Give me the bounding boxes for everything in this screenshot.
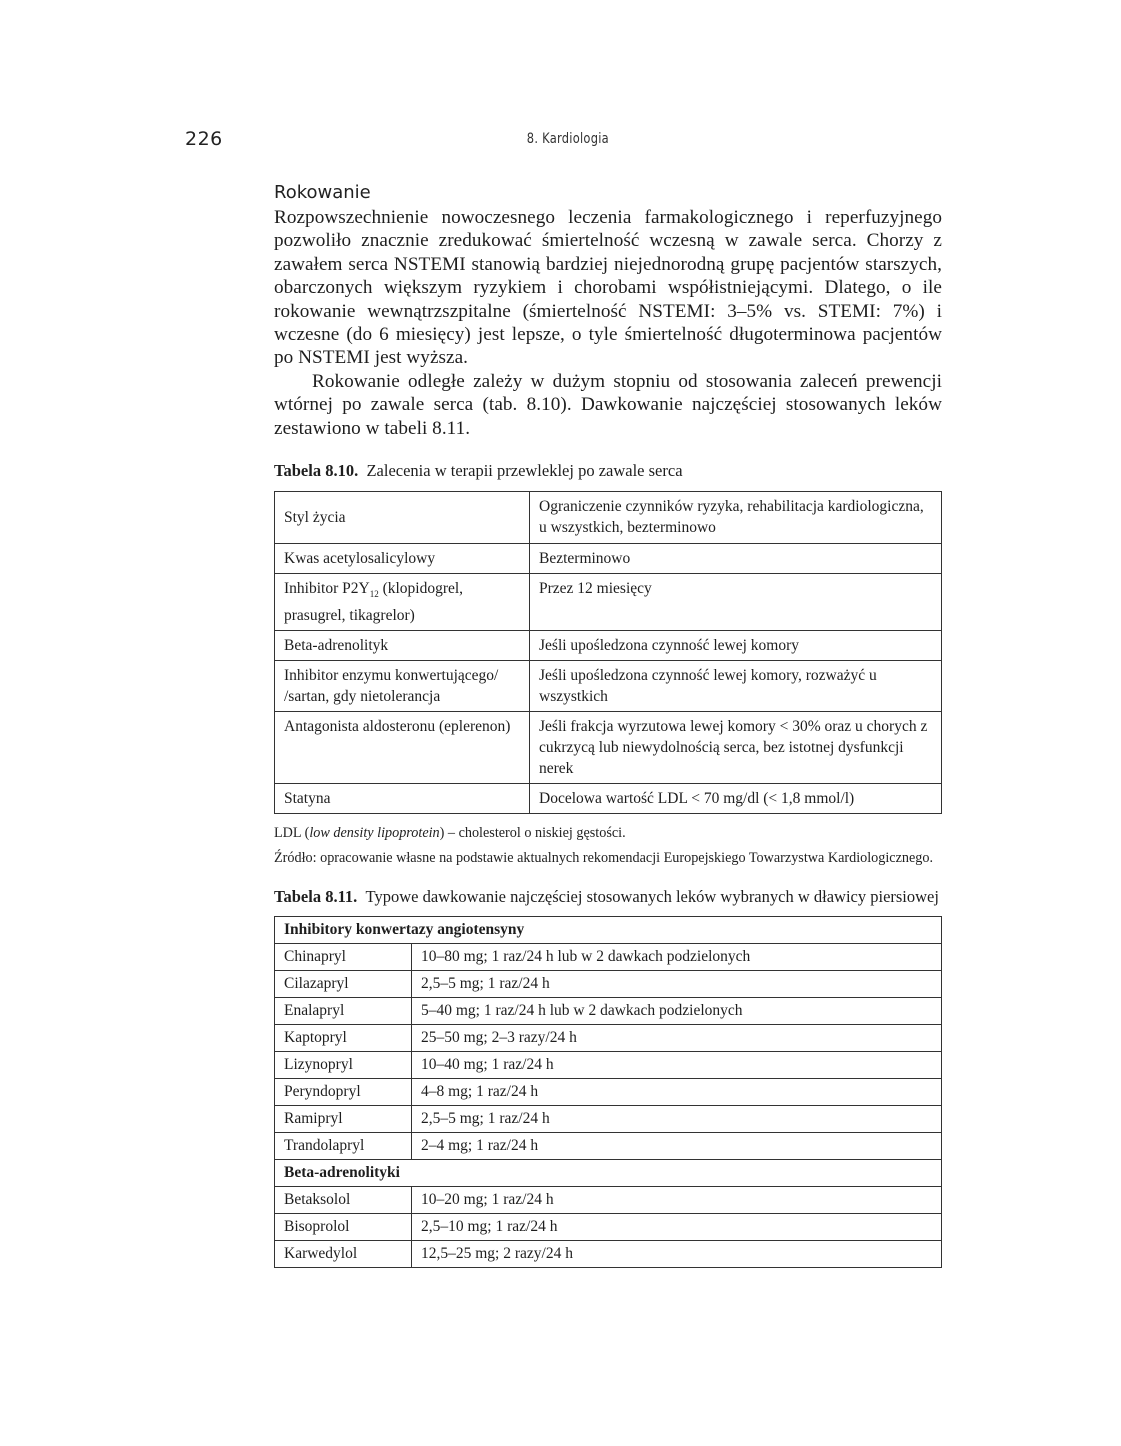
table-row [275,1214,942,1241]
table-cell: Jeśli frakcja wyrzutowa lewej komory < 30% oraz u chorych z cukrzycą lub niewydolnością serca, bez istotnej dysfunkcji nerek [530,712,942,784]
drug-name: Chinapryl [275,944,412,971]
table-row [275,712,942,784]
drug-name: Kaptopryl [275,1025,412,1052]
drug-name: Peryndopryl [275,1079,412,1106]
note-abbr: LDL [274,825,302,842]
table-cell: Jeśli upośledzona czynność lewej komory [530,631,942,661]
table-row [275,1025,942,1052]
table-cell: Ograniczenie czynników ryzyka, rehabilitacja kardiologiczna, u wszystkich, bezterminowo [530,492,942,544]
table-cell: Kwas acetylosalicylowy [275,544,530,574]
note-term: low density lipoprotein [309,825,440,842]
caption-text: Typowe dawkowanie najczęściej stosowanych leków wybranych w dławicy piersiowej [365,887,939,907]
table-cell: Bezterminowo [530,544,942,574]
table-group-row [275,1160,942,1187]
caption-label: Tabela 8.11. [274,887,358,907]
table-8-10-caption [274,460,942,482]
table-row [275,1241,942,1268]
drug-dose: 5–40 mg; 1 raz/24 h lub w 2 dawkach podzielonych [412,998,942,1025]
table-8-11 [274,916,942,1268]
table-cell: Statyna [275,784,530,814]
section-heading: Rokowanie [274,182,371,203]
table-row [275,1133,942,1160]
note-rest: ) – cholesterol o niskiej gęstości. [439,825,626,842]
table-row [275,1079,942,1106]
group-header: Inhibitory konwertazy angiotensyny [275,917,942,944]
source-note: Źródło: opracowanie własne na podstawie aktualnych rekomendacji Europejskiego Towarzystwa Kardiologicznego. [274,850,934,867]
drug-name: Ramipryl [275,1106,412,1133]
drug-name: Karwedylol [275,1241,412,1268]
drug-dose: 2,5–5 mg; 1 raz/24 h [412,971,942,998]
table-row [275,492,942,544]
drug-name: Trandolapryl [275,1133,412,1160]
drug-dose: 2,5–10 mg; 1 raz/24 h [412,1214,942,1241]
table-cell [275,574,530,631]
drug-dose: 25–50 mg; 2–3 razy/24 h [412,1025,942,1052]
table-row [275,661,942,712]
table-8-10 [274,491,942,814]
drug-dose: 2,5–5 mg; 1 raz/24 h [412,1106,942,1133]
table-row [275,574,942,631]
table-cell: Styl życia [275,492,530,544]
page-number: 226 [185,128,223,150]
drug-dose: 2–4 mg; 1 raz/24 h [412,1133,942,1160]
cell-text: Inhibitor P2Y [284,580,370,598]
drug-name: Enalapryl [275,998,412,1025]
table-row [275,544,942,574]
table-cell: Jeśli upośledzona czynność lewej komory, rozważyć u wszystkich [530,661,942,712]
drug-name: Lizynopryl [275,1052,412,1079]
table-row [275,784,942,814]
drug-dose: 10–80 mg; 1 raz/24 h lub w 2 dawkach podzielonych [412,944,942,971]
drug-dose: 10–20 mg; 1 raz/24 h [412,1187,942,1214]
table-group-row [275,917,942,944]
cell-text: (klopidogrel, prasugrel, tikagrelor) [284,580,464,625]
drug-name: Betaksolol [275,1187,412,1214]
drug-dose: 10–40 mg; 1 raz/24 h [412,1052,942,1079]
drug-dose: 12,5–25 mg; 2 razy/24 h [412,1241,942,1268]
table-row [275,631,942,661]
table-row [275,1106,942,1133]
body-paragraph-2: Rokowanie odległe zależy w dużym stopniu od stosowania zaleceń prewencji wtórnej po zawale serca (tab. 8.10). Dawkowanie najczęściej stosowanych leków zestawiono w tabeli 8.11. [274,370,942,439]
table-cell: Przez 12 miesięcy [530,574,942,631]
group-header: Beta-adrenolityki [275,1160,942,1187]
table-row [275,1187,942,1214]
table-8-11-caption [274,886,942,908]
table-row [275,998,942,1025]
caption-label: Tabela 8.10. [274,461,359,481]
drug-name: Bisoprolol [275,1214,412,1241]
subscript: 12 [369,589,379,600]
table-row [275,944,942,971]
drug-dose: 4–8 mg; 1 raz/24 h [412,1079,942,1106]
table-row [275,971,942,998]
body-paragraph-1: Rozpowszechnienie nowoczesnego leczenia farmakologicznego i reperfuzyjnego pozwoliło znacznie zredukować śmiertelność wczesną w zawale serca. Chorzy z zawałem serca NSTEMI stanowią bardziej niejednorodną grupę pacjentów starszych, obarczonych większym ryzykiem i chorobami współistniejącymi. Dlatego, o ile rokowanie wewnątrzszpitalne (śmiertelność NSTEMI: 3–5% vs. STEMI: 7%) i wczesne (do 6 miesięcy) jest lepsze, o tyle śmiertelność długoterminowa pacjentów po NSTEMI jest wyższa. [274,207,942,369]
table-cell: Beta-adrenolityk [275,631,530,661]
running-head [101,131,1020,147]
table-cell: Inhibitor enzymu konwertującego/ /sartan, gdy nietolerancja [275,661,530,712]
table-cell: Docelowa wartość LDL < 70 mg/dl (< 1,8 mmol/l) [530,784,942,814]
table-row [275,1052,942,1079]
abbreviation-note: LDL (low density lipoprotein) – cholesterol o niskiej gęstości. [274,825,626,842]
drug-name: Cilazapryl [275,971,412,998]
table-cell: Antagonista aldosteronu (eplerenon) [275,712,530,784]
table-notes [274,823,942,868]
page-content [274,182,942,1268]
caption-text: Zalecenia w terapii przewleklej po zawale serca [366,461,683,481]
chapter-title: 8. Kardiologia [526,131,609,147]
